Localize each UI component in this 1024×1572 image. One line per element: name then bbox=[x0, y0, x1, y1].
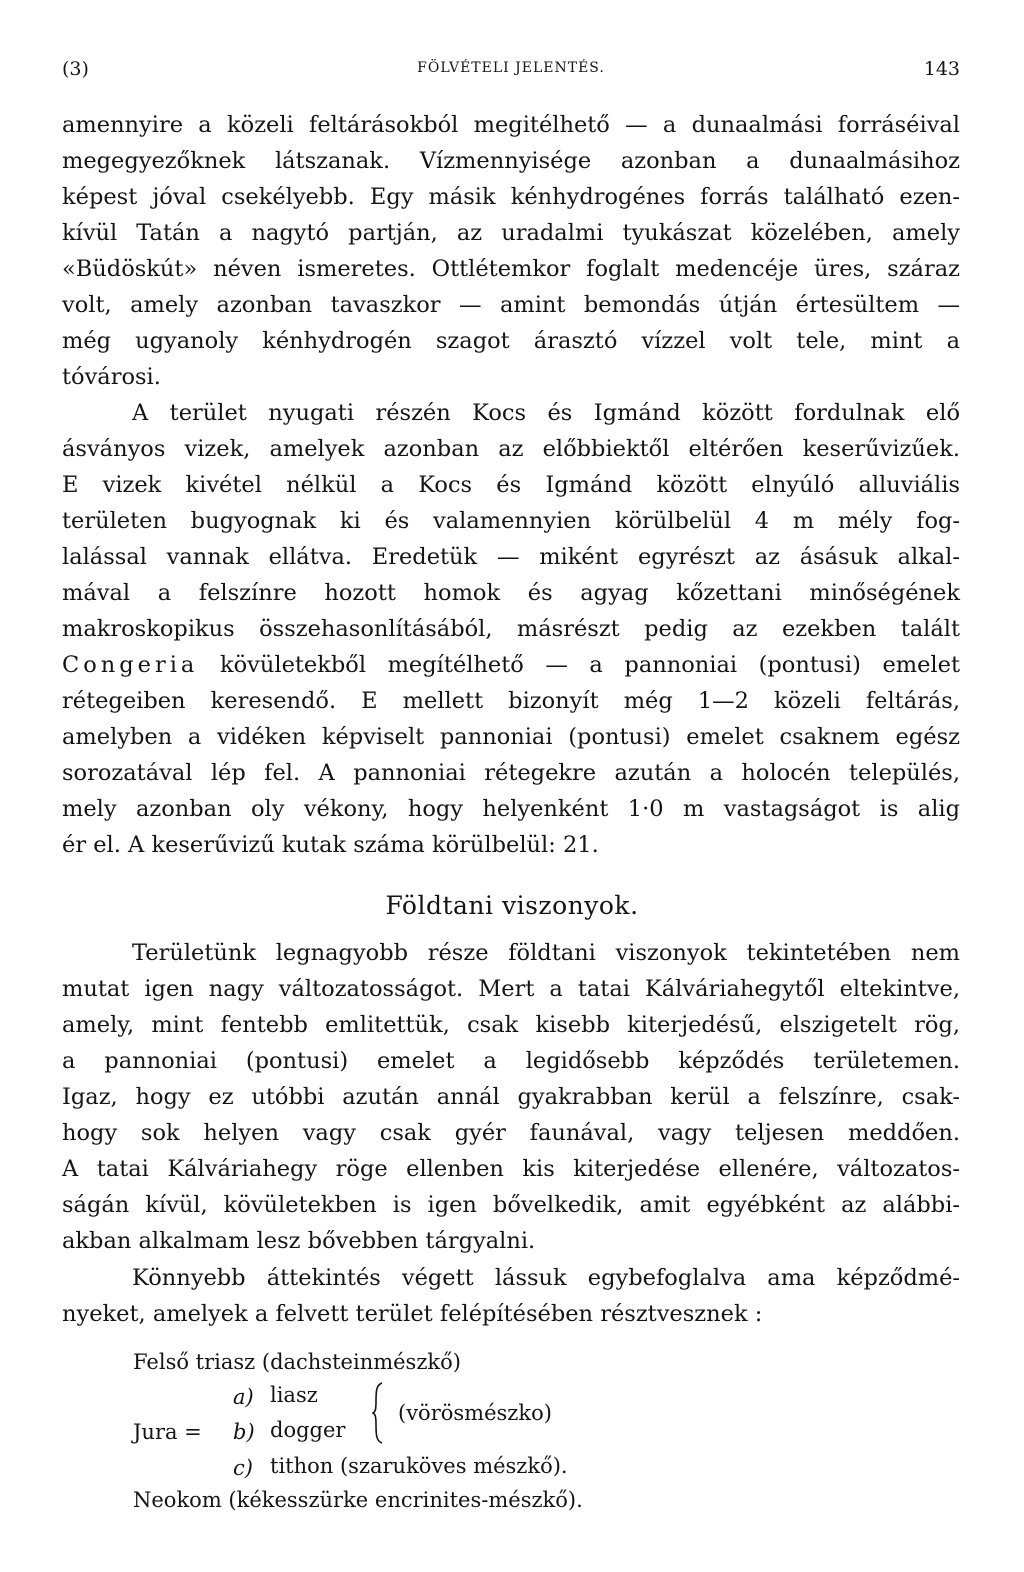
text-line: akban alkalmam lesz bővebben tárgyalni. bbox=[62, 1228, 536, 1254]
item-marker-b: b) bbox=[233, 1420, 255, 1444]
text-line: ér el. A keserűvizű kutak száma körülbelül: 21. bbox=[62, 832, 599, 858]
text-line: amennyire a közeli feltárásokból megitélhető — a dunaalmási forráséival bbox=[62, 112, 960, 138]
text-line: volt, amely azonban tavaszkor — amint bemondás útján értesültem — bbox=[62, 292, 960, 318]
text-line: a pannoniai (pontusi) emelet a legidősebb képződés területemen. bbox=[62, 1048, 960, 1074]
text-line: amely, mint fentebb emlitettük, csak kisebb kiterjedésű, elszigetelt rög, bbox=[62, 1012, 960, 1038]
strata-dogger: dogger bbox=[270, 1418, 346, 1442]
brace-icon bbox=[372, 1382, 384, 1444]
strata-neocom: Neokom (kékesszürke encrinites-mészkő). bbox=[133, 1488, 583, 1512]
text-line: A terület nyugati részén Kocs és Igmánd között fordulnak elő bbox=[132, 400, 960, 426]
text-line: tóvárosi. bbox=[62, 364, 161, 390]
running-title: FÖLVÉTELI JELENTÉS. bbox=[417, 60, 605, 76]
text-line: képest jóval csekélyebb. Egy másik kénhydrogénes forrás található ezen- bbox=[62, 184, 960, 210]
strata-lias: liasz bbox=[270, 1383, 318, 1407]
text-line: Igaz, hogy ez utóbbi azután annál gyakrabban kerül a felszínre, csak- bbox=[62, 1084, 960, 1110]
chapter-number: (3) bbox=[62, 58, 89, 80]
text-line: lalással vannak ellátva. Eredetük — miként egyrészt az ásásuk alkal- bbox=[62, 544, 960, 570]
text-line: mával a felszínre hozott homok és agyag kőzettani minőségének bbox=[62, 580, 960, 606]
section-heading: Földtani viszonyok. bbox=[385, 891, 639, 920]
strata-jura-label: Jura = bbox=[133, 1420, 202, 1444]
item-marker-c: c) bbox=[233, 1456, 253, 1480]
text-line: amelyben a vidéken képviselt pannoniai (pontusi) emelet csaknem egész bbox=[62, 724, 960, 750]
text-line: kövületekből megítélhető — a pannoniai (pontusi) emelet bbox=[220, 652, 960, 678]
item-marker-a: a) bbox=[233, 1385, 254, 1409]
text-line: hogy sok helyen vagy csak gyér faunával, vagy teljesen meddően. bbox=[62, 1120, 960, 1146]
text-line: Területünk legnagyobb része földtani viszonyok tekintetében nem bbox=[132, 940, 960, 966]
page-number: 143 bbox=[923, 58, 960, 80]
text-line: területen bugyognak ki és valamennyien körülbelül 4 m mély fog- bbox=[62, 508, 960, 534]
text-line: sorozatával lép fel. A pannoniai rétegekre azután a holocén település, bbox=[62, 760, 960, 786]
text-line: nyeket, amelyek a felvett terület felépítésében résztvesznek : bbox=[62, 1301, 763, 1327]
text-line: megegyezőknek látszanak. Vízmennyisége azonban a dunaalmásihoz bbox=[62, 148, 960, 174]
genus-name: Congeria bbox=[62, 652, 199, 678]
strata-brace-note: (vörösmészko) bbox=[398, 1401, 552, 1425]
text-line: ásványos vizek, amelyek azonban az előbbiektől eltérően keserűvizűek. bbox=[62, 436, 960, 462]
text-line: mely azonban oly vékony, hogy helyenként 1·0 m vastagságot is alig bbox=[62, 796, 960, 822]
text-line: «Büdöskút» néven ismeretes. Ottlétemkor foglalt medencéje üres, száraz bbox=[62, 256, 960, 282]
strata-tithon: tithon (szaruköves mészkő). bbox=[270, 1454, 568, 1478]
text-line: rétegeiben keresendő. E mellett bizonyít még 1—2 közeli feltárás, bbox=[62, 688, 960, 714]
text-line: kívül Tatán a nagytó partján, az uradalmi tyukászat közelében, amely bbox=[62, 220, 960, 246]
text-line: A tatai Kálváriahegy röge ellenben kis kiterjedése ellenére, változatos- bbox=[62, 1156, 960, 1182]
text-line: E vizek kivétel nélkül a Kocs és Igmánd között elnyúló alluviális bbox=[62, 472, 960, 498]
text-line: még ugyanoly kénhydrogén szagot árasztó vízzel volt tele, mint a bbox=[62, 328, 960, 354]
text-line: makroskopikus összehasonlításából, másrészt pedig az ezekben talált bbox=[62, 616, 960, 642]
text-line: mutat igen nagy változatosságot. Mert a tatai Kálváriahegytől eltekintve, bbox=[62, 976, 960, 1002]
text-line: Könnyebb áttekintés végett lássuk egybefoglalva ama képződmé- bbox=[132, 1265, 960, 1291]
strata-triassic: Felső triasz (dachsteinmészkő) bbox=[133, 1350, 461, 1374]
text-line: ságán kívül, kövületekben is igen bővelkedik, amit egyébként az alábbi- bbox=[62, 1192, 960, 1218]
